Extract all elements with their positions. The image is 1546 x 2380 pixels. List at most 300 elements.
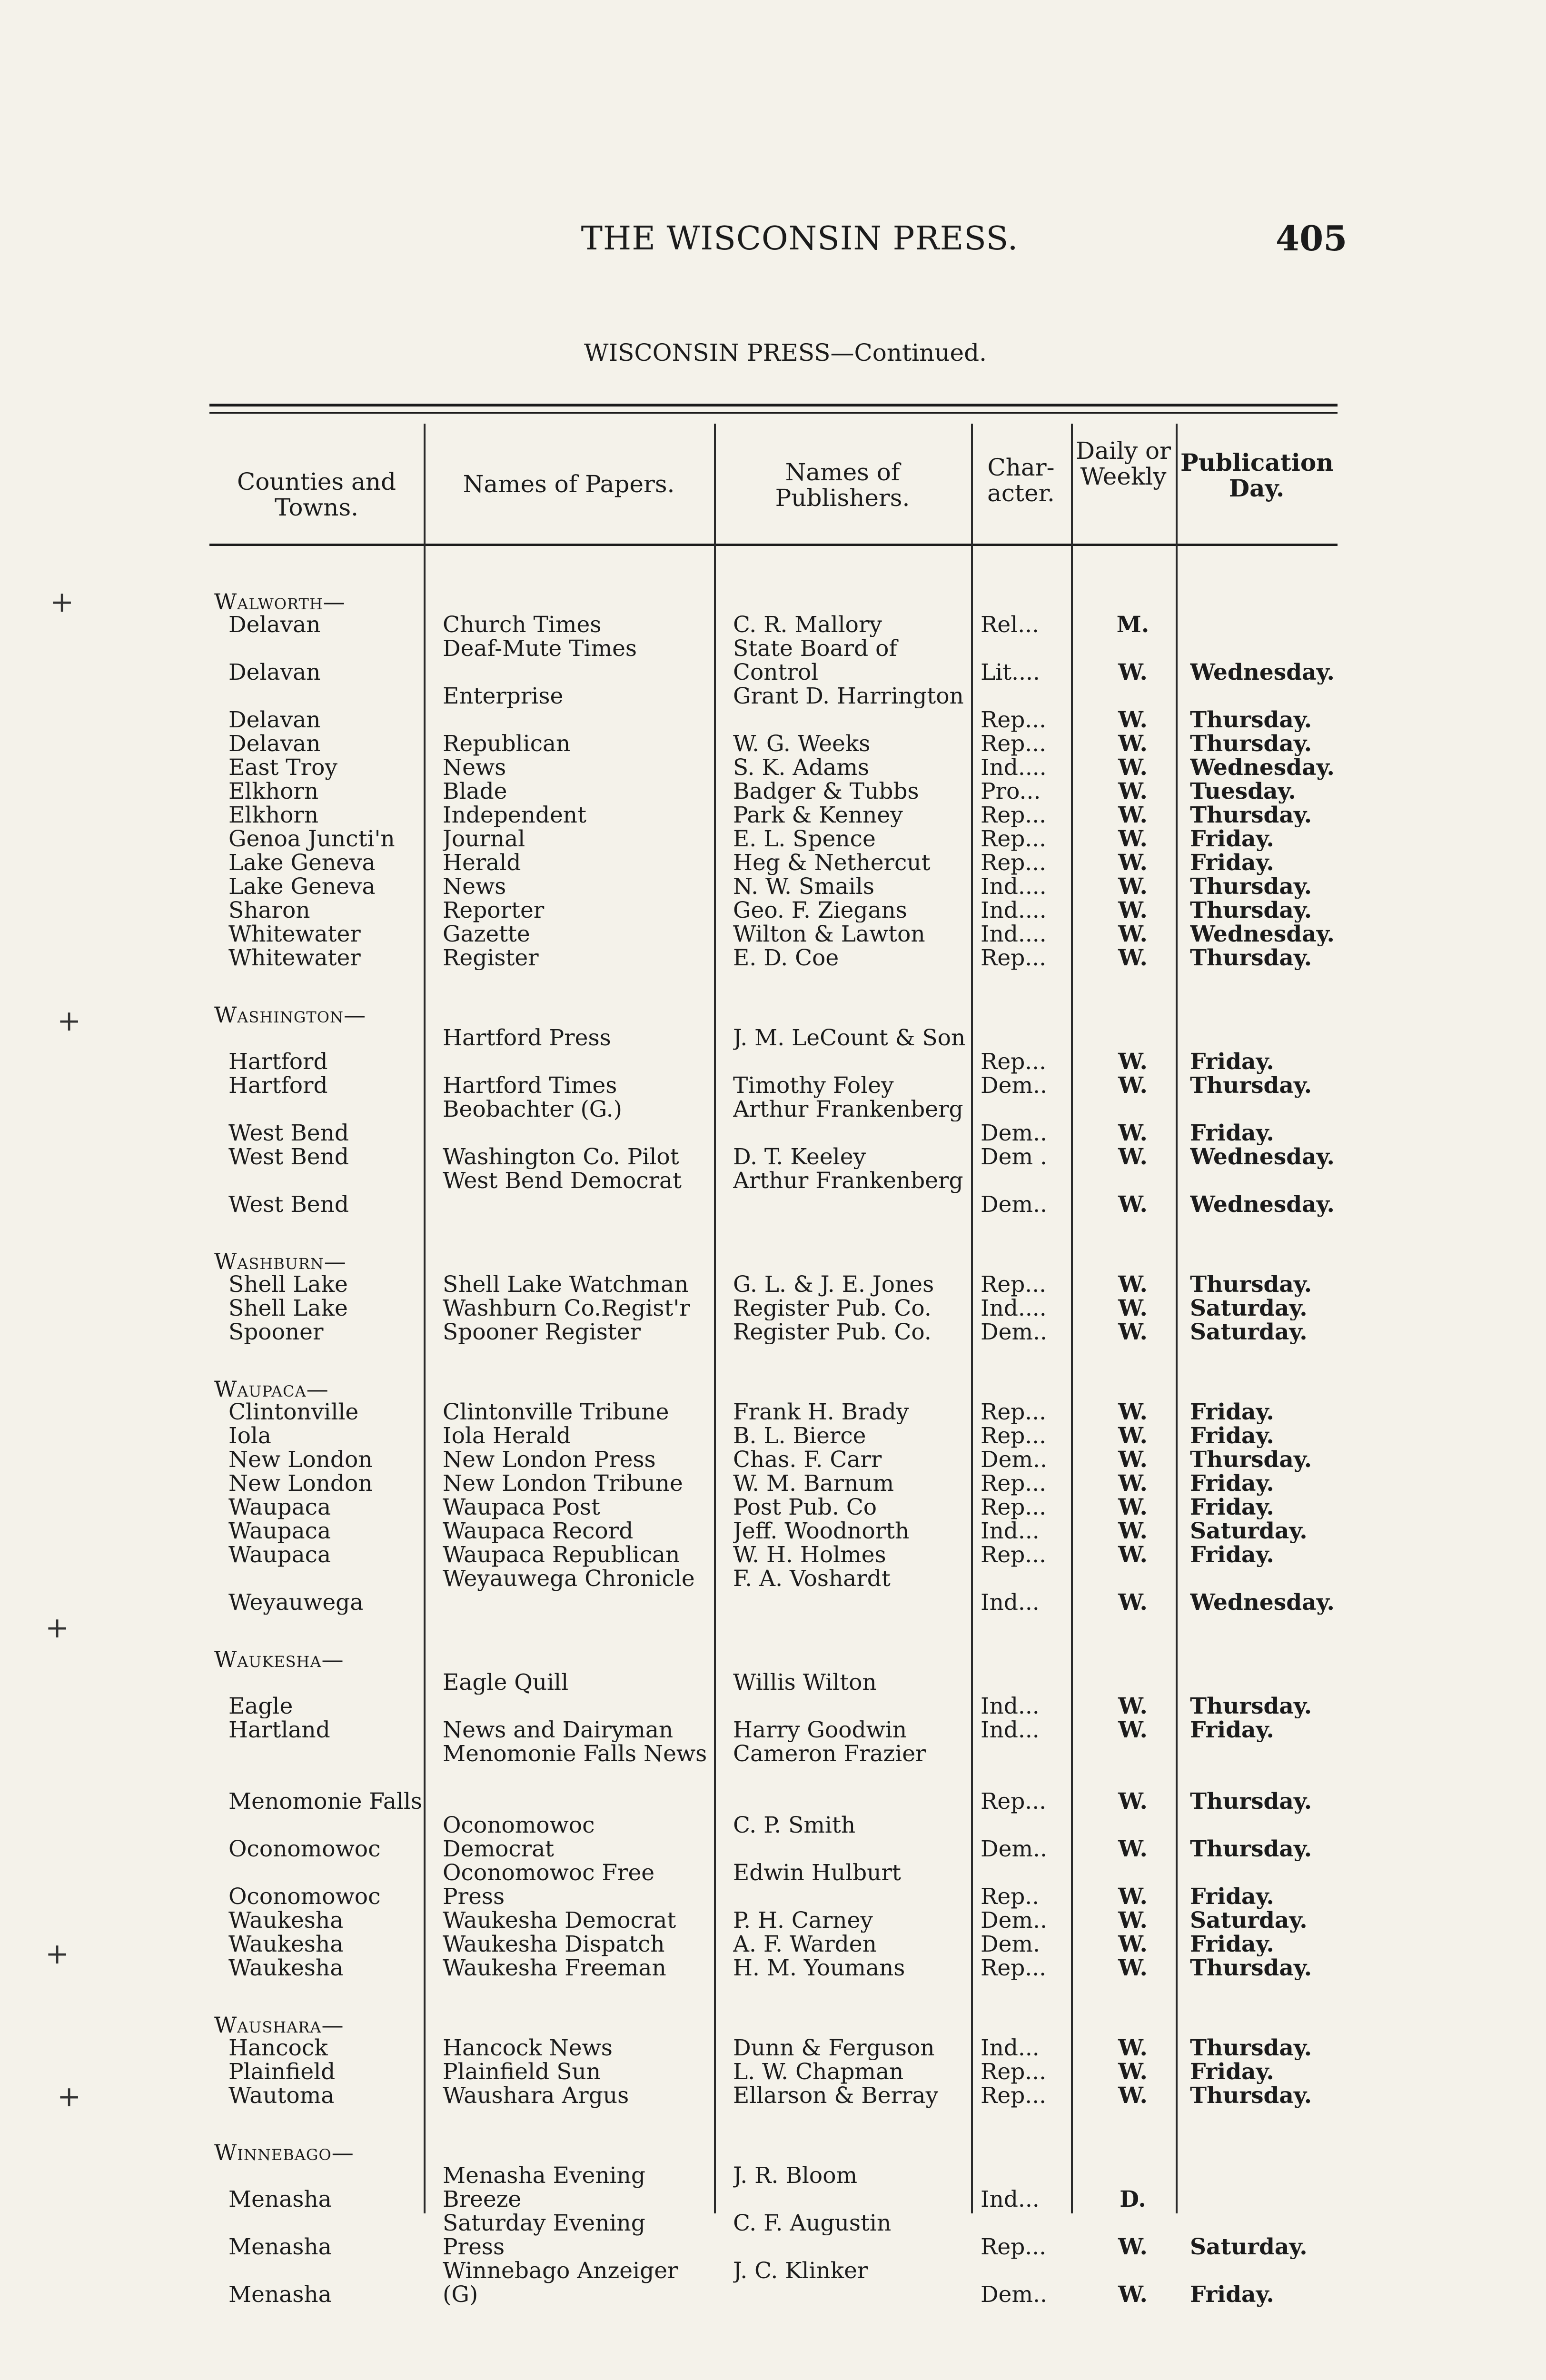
- town-cell: Waukesha: [228, 1933, 344, 1956]
- frequency-cell: W.: [1118, 1074, 1148, 1098]
- paper-name-cell: New London Tribune: [443, 1472, 683, 1496]
- paper-name-cell: Spooner Register: [443, 1320, 641, 1344]
- page-number: 405: [1276, 218, 1348, 258]
- table-row: [209, 1400, 1338, 1424]
- publisher-cell: C. P. Smith: [733, 1814, 856, 1837]
- character-cell: Rep...: [981, 1400, 1047, 1424]
- paper-name-cell: News: [443, 756, 506, 780]
- publisher-cell: C. F. Augustin: [733, 2211, 892, 2235]
- character-cell: Dem .: [981, 1145, 1047, 1169]
- town-cell: Oconomowoc: [228, 1837, 381, 1861]
- paper-name-cell: West Bend Democrat: [443, 1169, 682, 1193]
- town-cell: Oconomowoc: [228, 1885, 381, 1909]
- town-cell: Eagle: [228, 1695, 293, 1718]
- town-cell: West Bend: [228, 1193, 349, 1217]
- town-cell: Weyauwega: [228, 1591, 364, 1615]
- publication-day-cell: Wednesday.: [1190, 1193, 1335, 1217]
- character-cell: Dem..: [981, 1909, 1047, 1933]
- publisher-cell: Badger & Tubbs: [733, 780, 919, 803]
- publication-day-cell: Thursday.: [1190, 1695, 1312, 1718]
- town-cell: New London: [228, 1448, 373, 1472]
- frequency-cell: W.: [1118, 946, 1148, 970]
- town-cell: Clintonville: [228, 1400, 359, 1424]
- publication-day-cell: Wednesday.: [1190, 922, 1335, 946]
- paper-name-cell: Winnebago Anzeiger (G): [443, 2259, 678, 2307]
- county-heading: Washburn—: [214, 1249, 347, 1274]
- publisher-cell: N. W. Smails: [733, 875, 874, 899]
- county-group: [209, 2141, 1338, 2307]
- publication-day-cell: Friday.: [1190, 1496, 1274, 1519]
- publication-day-cell: Thursday.: [1190, 708, 1312, 732]
- publication-day-cell: Friday.: [1190, 1050, 1274, 1074]
- town-cell: Menasha: [228, 2283, 332, 2307]
- table-row: [209, 851, 1338, 875]
- table-row: [209, 780, 1338, 803]
- paper-name-cell: Hancock News: [443, 2036, 613, 2060]
- table-row: [209, 756, 1338, 780]
- publisher-cell: Cameron Frazier: [733, 1742, 926, 1766]
- town-cell: Waupaca: [228, 1543, 331, 1567]
- town-cell: Hancock: [228, 2036, 328, 2060]
- county-group: [209, 1378, 1338, 1615]
- frequency-cell: W.: [1118, 1273, 1148, 1297]
- character-cell: Ind...: [981, 1519, 1040, 1543]
- table-row: [209, 2084, 1338, 2108]
- town-cell: East Troy: [228, 756, 337, 780]
- table-row: [209, 875, 1338, 899]
- table-row: [209, 899, 1338, 922]
- paper-name-cell: Hartford Times: [443, 1074, 617, 1098]
- publisher-cell: Willis Wilton: [733, 1671, 877, 1695]
- column-header-papers: Names of Papers.: [463, 470, 675, 498]
- character-cell: Rep...: [981, 1790, 1047, 1814]
- column-header-publishers: Names of Publishers.: [775, 458, 910, 512]
- paper-name-cell: Plainfield Sun: [443, 2060, 601, 2084]
- paper-name-cell: Oconomowoc Free Press: [443, 1861, 655, 1909]
- paper-name-cell: Journal: [443, 827, 525, 851]
- paper-name-cell: Waukesha Freeman: [443, 1956, 666, 1980]
- table-row: [209, 1718, 1338, 1742]
- publisher-cell: S. K. Adams: [733, 756, 870, 780]
- publication-day-cell: Saturday.: [1190, 1909, 1308, 1933]
- publication-day-cell: Saturday.: [1190, 1320, 1308, 1344]
- character-cell: Rep...: [981, 1424, 1047, 1448]
- publisher-cell: E. D. Coe: [733, 946, 839, 970]
- column-header-character: Char- acter.: [987, 454, 1055, 507]
- character-cell: Dem..: [981, 1837, 1047, 1861]
- character-cell: Rep...: [981, 1496, 1047, 1519]
- character-cell: Rel...: [981, 613, 1040, 637]
- town-cell: Elkhorn: [228, 780, 319, 803]
- frequency-cell: W.: [1118, 1050, 1148, 1074]
- character-cell: Pro...: [981, 780, 1041, 803]
- town-cell: Hartford: [228, 1050, 328, 1074]
- publisher-cell: Geo. F. Ziegans: [733, 899, 907, 922]
- paper-name-cell: Church Times: [443, 613, 602, 637]
- character-cell: Rep...: [981, 1956, 1047, 1980]
- town-cell: Waukesha: [228, 1956, 344, 1980]
- table-row: [209, 613, 1338, 637]
- publisher-cell: W. H. Holmes: [733, 1543, 886, 1567]
- table-row: [209, 1742, 1338, 1814]
- frequency-cell: W.: [1118, 1145, 1148, 1169]
- running-head: THE WISCONSIN PRESS.: [581, 220, 1019, 258]
- publisher-cell: Dunn & Ferguson: [733, 2036, 935, 2060]
- publisher-cell: W. G. Weeks: [733, 732, 871, 756]
- county-heading: Walworth—: [214, 589, 346, 615]
- county-heading: Waushara—: [214, 2012, 344, 2038]
- town-cell: Genoa Juncti'n: [228, 827, 395, 851]
- paper-name-cell: Waukesha Democrat: [443, 1909, 676, 1933]
- character-cell: Dem..: [981, 1320, 1047, 1344]
- paper-name-cell: Gazette: [443, 922, 530, 946]
- frequency-cell: W.: [1118, 1591, 1148, 1615]
- table-row: [209, 1169, 1338, 1217]
- town-cell: Menasha: [228, 2235, 332, 2259]
- table-row: [209, 803, 1338, 827]
- table-row: [209, 1074, 1338, 1098]
- table-row: [209, 1496, 1338, 1519]
- table-row: [209, 1098, 1338, 1145]
- paper-name-cell: Independent: [443, 803, 586, 827]
- character-cell: Dem..: [981, 1121, 1047, 1145]
- town-cell: Menomonie Falls: [228, 1790, 423, 1814]
- frequency-cell: W.: [1118, 1121, 1148, 1145]
- frequency-cell: W.: [1118, 780, 1148, 803]
- publication-day-cell: Friday.: [1190, 827, 1274, 851]
- character-cell: Rep...: [981, 2084, 1047, 2108]
- character-cell: Ind...: [981, 1718, 1040, 1742]
- frequency-cell: W.: [1118, 732, 1148, 756]
- table-row: [209, 732, 1338, 756]
- frequency-cell: W.: [1118, 1790, 1148, 1814]
- margin-cross-mark: +: [57, 1004, 81, 1038]
- character-cell: Dem.: [981, 1933, 1041, 1956]
- frequency-cell: W.: [1118, 1448, 1148, 1472]
- town-cell: Delavan: [228, 661, 321, 684]
- town-cell: Plainfield: [228, 2060, 336, 2084]
- publication-day-cell: Friday.: [1190, 1718, 1274, 1742]
- frequency-cell: W.: [1118, 1933, 1148, 1956]
- county-group: [209, 590, 1338, 970]
- table-row: [209, 1814, 1338, 1861]
- frequency-cell: W.: [1118, 2036, 1148, 2060]
- publication-day-cell: Thursday.: [1190, 1074, 1312, 1098]
- frequency-cell: W.: [1118, 1320, 1148, 1344]
- column-header-towns: Counties and Towns.: [237, 468, 396, 521]
- paper-name-cell: News: [443, 875, 506, 899]
- publisher-cell: B. L. Bierce: [733, 1424, 866, 1448]
- paper-name-cell: Iola Herald: [443, 1424, 571, 1448]
- table-row: [209, 1671, 1338, 1718]
- county-group: [209, 1003, 1338, 1217]
- publisher-cell: Register Pub. Co.: [733, 1297, 932, 1320]
- publisher-cell: W. M. Barnum: [733, 1472, 894, 1496]
- table-row: [209, 2036, 1338, 2060]
- character-cell: Rep...: [981, 732, 1047, 756]
- publication-day-cell: Wednesday.: [1190, 1591, 1335, 1615]
- county-heading: Waukesha—: [214, 1646, 344, 1672]
- town-cell: Hartford: [228, 1074, 328, 1098]
- frequency-cell: W.: [1118, 1885, 1148, 1909]
- paper-name-cell: Enterprise: [443, 684, 564, 708]
- paper-name-cell: Waupaca Post: [443, 1496, 600, 1519]
- paper-name-cell: Hartford Press: [443, 1026, 611, 1050]
- character-cell: Ind...: [981, 1695, 1040, 1718]
- frequency-cell: W.: [1118, 1424, 1148, 1448]
- character-cell: Ind....: [981, 899, 1047, 922]
- publication-day-cell: Thursday.: [1190, 803, 1312, 827]
- table-row: [209, 1567, 1338, 1615]
- character-cell: Dem..: [981, 1074, 1047, 1098]
- frequency-cell: D.: [1120, 2188, 1146, 2211]
- paper-name-cell: Eagle Quill: [443, 1671, 569, 1695]
- table-row: [209, 684, 1338, 732]
- paper-name-cell: Republican: [443, 732, 571, 756]
- press-table: [209, 590, 1338, 2340]
- town-cell: Spooner: [228, 1320, 324, 1344]
- publication-day-cell: Friday.: [1190, 1424, 1274, 1448]
- table-row: [209, 1519, 1338, 1543]
- frequency-cell: W.: [1118, 756, 1148, 780]
- frequency-cell: W.: [1118, 1472, 1148, 1496]
- margin-cross-mark: +: [50, 585, 74, 619]
- publisher-cell: Wilton & Lawton: [733, 922, 925, 946]
- paper-name-cell: Waupaca Republican: [443, 1543, 680, 1567]
- publication-day-cell: Thursday.: [1190, 875, 1312, 899]
- publication-day-cell: Thursday.: [1190, 732, 1312, 756]
- paper-name-cell: Oconomowoc Democrat: [443, 1814, 595, 1861]
- town-cell: Elkhorn: [228, 803, 319, 827]
- publisher-cell: L. W. Chapman: [733, 2060, 904, 2084]
- publication-day-cell: Saturday.: [1190, 2235, 1308, 2259]
- margin-cross-mark: +: [45, 1937, 69, 1971]
- table-row: [209, 1424, 1338, 1448]
- paper-name-cell: News and Dairyman: [443, 1718, 674, 1742]
- publisher-cell: A. F. Warden: [733, 1933, 877, 1956]
- publisher-cell: Arthur Frankenberg: [733, 1169, 963, 1193]
- publisher-cell: F. A. Voshardt: [733, 1567, 891, 1591]
- town-cell: Menasha: [228, 2188, 332, 2211]
- publisher-cell: E. L. Spence: [733, 827, 876, 851]
- table-row: [209, 2259, 1338, 2307]
- publisher-cell: Timothy Foley: [733, 1074, 894, 1098]
- character-cell: Rep...: [981, 1050, 1047, 1074]
- table-row: [209, 922, 1338, 946]
- publication-day-cell: Thursday.: [1190, 1790, 1312, 1814]
- publication-day-cell: Tuesday.: [1190, 780, 1296, 803]
- character-cell: Rep...: [981, 2235, 1047, 2259]
- publication-day-cell: Friday.: [1190, 851, 1274, 875]
- paper-name-cell: Menasha Evening Breeze: [443, 2164, 645, 2211]
- town-cell: Hartland: [228, 1718, 330, 1742]
- publisher-cell: H. M. Youmans: [733, 1956, 905, 1980]
- frequency-cell: W.: [1118, 661, 1148, 684]
- frequency-cell: M.: [1116, 613, 1150, 637]
- publication-day-cell: Saturday.: [1190, 1297, 1308, 1320]
- town-cell: Delavan: [228, 708, 321, 732]
- top-rule-thin: [209, 412, 1338, 414]
- town-cell: Whitewater: [228, 946, 361, 970]
- frequency-cell: W.: [1118, 1519, 1148, 1543]
- publisher-cell: G. L. & J. E. Jones: [733, 1273, 934, 1297]
- publication-day-cell: Friday.: [1190, 2060, 1274, 2084]
- town-cell: Shell Lake: [228, 1297, 348, 1320]
- publisher-cell: Chas. F. Carr: [733, 1448, 882, 1472]
- publisher-cell: Arthur Frankenberg: [733, 1098, 963, 1121]
- publication-day-cell: Friday.: [1190, 1472, 1274, 1496]
- paper-name-cell: Clintonville Tribune: [443, 1400, 669, 1424]
- county-heading: Waupaca—: [214, 1376, 329, 1402]
- character-cell: Ind...: [981, 1591, 1040, 1615]
- frequency-cell: W.: [1118, 1297, 1148, 1320]
- character-cell: Rep...: [981, 1543, 1047, 1567]
- table-row: [209, 1026, 1338, 1074]
- paper-name-cell: Weyauwega Chronicle: [443, 1567, 695, 1591]
- character-cell: Ind...: [981, 2188, 1040, 2211]
- publisher-cell: C. R. Mallory: [733, 613, 882, 637]
- paper-name-cell: Saturday Evening Press: [443, 2211, 645, 2259]
- town-cell: Sharon: [228, 899, 310, 922]
- character-cell: Rep...: [981, 2060, 1047, 2084]
- paper-name-cell: Waukesha Dispatch: [443, 1933, 665, 1956]
- table-row: [209, 1448, 1338, 1472]
- character-cell: Rep...: [981, 708, 1047, 732]
- table-row: [209, 1472, 1338, 1496]
- publication-day-cell: Friday.: [1190, 1543, 1274, 1567]
- frequency-cell: W.: [1118, 1837, 1148, 1861]
- margin-cross-mark: +: [45, 1611, 69, 1645]
- table-row: [209, 2060, 1338, 2084]
- paper-name-cell: Shell Lake Watchman: [443, 1273, 689, 1297]
- county-heading: Washington—: [214, 1002, 366, 1028]
- character-cell: Ind....: [981, 756, 1047, 780]
- character-cell: Ind....: [981, 922, 1047, 946]
- publication-day-cell: Thursday.: [1190, 1448, 1312, 1472]
- publisher-cell: Park & Kenney: [733, 803, 903, 827]
- character-cell: Rep...: [981, 946, 1047, 970]
- character-cell: Rep...: [981, 1273, 1047, 1297]
- town-cell: Waupaca: [228, 1519, 331, 1543]
- town-cell: Lake Geneva: [228, 875, 376, 899]
- publisher-cell: Grant D. Harrington: [733, 684, 964, 708]
- publication-day-cell: Wednesday.: [1190, 756, 1335, 780]
- column-header-frequency: Daily or Weekly: [1075, 437, 1171, 490]
- table-row: [209, 1320, 1338, 1344]
- table-row: [209, 1956, 1338, 1980]
- town-cell: Waupaca: [228, 1496, 331, 1519]
- publisher-cell: Edwin Hulburt: [733, 1861, 901, 1885]
- frequency-cell: W.: [1118, 1909, 1148, 1933]
- table-row: [209, 1933, 1338, 1956]
- town-cell: Whitewater: [228, 922, 361, 946]
- paper-name-cell: Washburn Co.Regist'r: [443, 1297, 690, 1320]
- town-cell: Delavan: [228, 613, 321, 637]
- paper-name-cell: Menomonie Falls News: [443, 1742, 707, 1766]
- table-row: [209, 1297, 1338, 1320]
- table-row: [209, 1145, 1338, 1169]
- paper-name-cell: New London Press: [443, 1448, 656, 1472]
- frequency-cell: W.: [1118, 899, 1148, 922]
- frequency-cell: W.: [1118, 1695, 1148, 1718]
- publisher-cell: Ellarson & Berray: [733, 2084, 939, 2108]
- table-row: [209, 946, 1338, 970]
- publisher-cell: P. H. Carney: [733, 1909, 873, 1933]
- frequency-cell: W.: [1118, 1193, 1148, 1217]
- frequency-cell: W.: [1118, 851, 1148, 875]
- publication-day-cell: Wednesday.: [1190, 1145, 1335, 1169]
- character-cell: Rep...: [981, 851, 1047, 875]
- frequency-cell: W.: [1118, 827, 1148, 851]
- margin-cross-mark: +: [57, 2080, 81, 2113]
- character-cell: Lit....: [981, 661, 1040, 684]
- character-cell: Dem..: [981, 2283, 1047, 2307]
- frequency-cell: W.: [1118, 2283, 1148, 2307]
- paper-name-cell: Washington Co. Pilot: [443, 1145, 679, 1169]
- frequency-cell: W.: [1118, 1543, 1148, 1567]
- publisher-cell: J. C. Klinker: [733, 2259, 868, 2283]
- frequency-cell: W.: [1118, 1718, 1148, 1742]
- table-row: [209, 1861, 1338, 1909]
- town-cell: Iola: [228, 1424, 271, 1448]
- publication-day-cell: Thursday.: [1190, 2036, 1312, 2060]
- town-cell: Lake Geneva: [228, 851, 376, 875]
- publisher-cell: J. M. LeCount & Son: [733, 1026, 966, 1050]
- publication-day-cell: Saturday.: [1190, 1519, 1308, 1543]
- character-cell: Rep..: [981, 1885, 1040, 1909]
- publication-day-cell: Friday.: [1190, 1121, 1274, 1145]
- town-cell: West Bend: [228, 1145, 349, 1169]
- town-cell: Shell Lake: [228, 1273, 348, 1297]
- table-row: [209, 1273, 1338, 1297]
- publication-day-cell: Friday.: [1190, 1933, 1274, 1956]
- frequency-cell: W.: [1118, 2235, 1148, 2259]
- town-cell: Wautoma: [228, 2084, 335, 2108]
- publisher-cell: Post Pub. Co: [733, 1496, 877, 1519]
- publisher-cell: Harry Goodwin: [733, 1718, 907, 1742]
- publisher-cell: Heg & Nethercut: [733, 851, 931, 875]
- character-cell: Rep...: [981, 1472, 1047, 1496]
- character-cell: Ind....: [981, 875, 1047, 899]
- table-row: [209, 1543, 1338, 1567]
- publication-day-cell: Thursday.: [1190, 1956, 1312, 1980]
- publisher-cell: J. R. Bloom: [733, 2164, 858, 2188]
- county-group: [209, 1250, 1338, 1344]
- frequency-cell: W.: [1118, 2084, 1148, 2108]
- publication-day-cell: Friday.: [1190, 1400, 1274, 1424]
- paper-name-cell: Register: [443, 946, 539, 970]
- table-row: [209, 827, 1338, 851]
- frequency-cell: W.: [1118, 708, 1148, 732]
- paper-name-cell: Waupaca Record: [443, 1519, 634, 1543]
- publisher-cell: State Board of Control: [733, 637, 897, 684]
- county-heading: Winnebago—: [214, 2140, 354, 2165]
- publisher-cell: Jeff. Woodnorth: [733, 1519, 910, 1543]
- paper-name-cell: Beobachter (G.): [443, 1098, 622, 1121]
- frequency-cell: W.: [1118, 2060, 1148, 2084]
- table-row: [209, 2211, 1338, 2259]
- character-cell: Rep...: [981, 827, 1047, 851]
- town-cell: West Bend: [228, 1121, 349, 1145]
- frequency-cell: W.: [1118, 922, 1148, 946]
- table-row: [209, 2164, 1338, 2211]
- column-header-day: Publication Day.: [1180, 448, 1334, 502]
- county-group: [209, 2013, 1338, 2108]
- frequency-cell: W.: [1118, 1956, 1148, 1980]
- character-cell: Dem..: [981, 1448, 1047, 1472]
- frequency-cell: W.: [1118, 1400, 1148, 1424]
- publisher-cell: Register Pub. Co.: [733, 1320, 932, 1344]
